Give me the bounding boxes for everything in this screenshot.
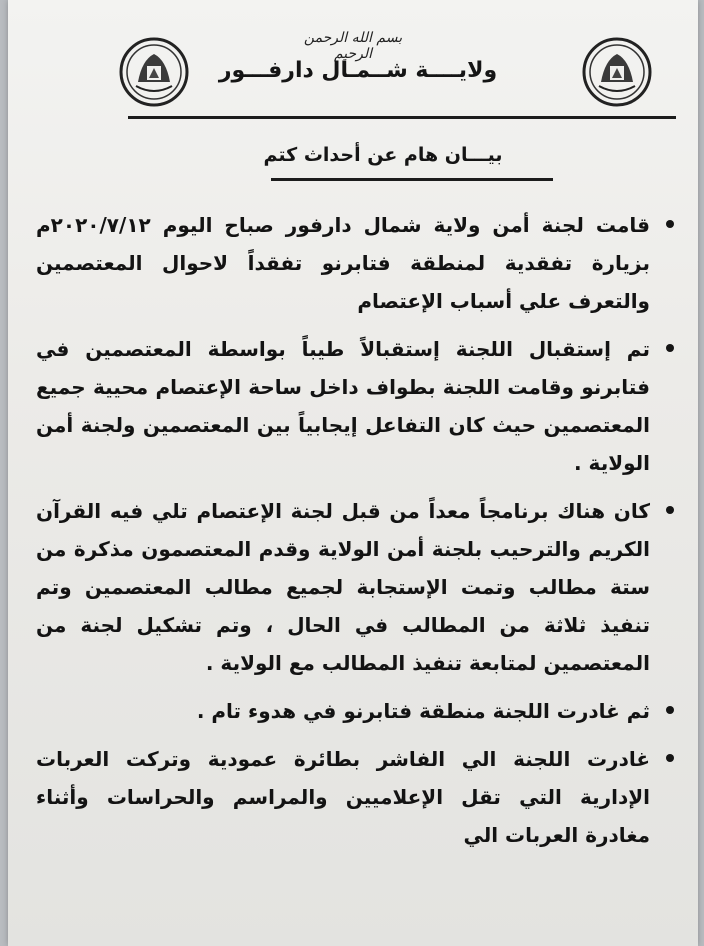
list-item-text: غادرت اللجنة الي الفاشر بطائرة عمودية وتركت العربات الإدارية التي تقل الإعلاميين والمراسم والحراسات وأثناء مغادرة العربات الي (36, 747, 650, 847)
title-underline (271, 178, 553, 181)
bullet-icon (666, 506, 674, 514)
bullet-icon (666, 706, 674, 714)
state-emblem-left (118, 36, 190, 108)
list-item (36, 330, 676, 482)
list-item-text: ثم غادرت اللجنة منطقة فتابرنو في هدوء تام . (196, 699, 650, 723)
list-item (36, 206, 676, 320)
bullet-icon (666, 220, 674, 228)
list-item-text: قامت لجنة أمن ولاية شمال دارفور صباح اليوم ٢٠٢٠/٧/١٢م بزيارة تفقدية لمنطقة فتابرنو تفقداً لاحوال المعتصمين والتعرف علي أسباب الإعتصام (36, 213, 650, 313)
bullet-icon (666, 754, 674, 762)
statement-title: بيـــان هام عن أحداث كتم (263, 144, 503, 166)
state-title: ولايــــة شــمـال دارفـــور (218, 58, 498, 83)
statement-body (36, 206, 676, 864)
bullet-icon (666, 344, 674, 352)
document-page (8, 0, 698, 946)
list-item-text: تم إستقبال اللجنة إستقبالاً طيباً بواسطة المعتصمين في فتابرنو وقامت اللجنة بطواف داخل ساحة الإعتصام محيية جميع المعتصمين حيث كان التفاعل إيجابياً بين المعتصمين ولجنة أمن الولاية . (36, 337, 650, 475)
header-divider (128, 116, 676, 119)
list-item (36, 740, 676, 854)
list-item (36, 692, 676, 730)
list-item (36, 492, 676, 682)
list-item-text: كان هناك برنامجاً معداً من قبل لجنة الإعتصام تلي فيه القرآن الكريم والترحيب بلجنة أمن الولاية وقدم المعتصمون مذكرة من ستة مطالب وتمت الإستجابة لجميع مطالب المعتصمين وتم تنفيذ ثلاثة من المطالب في الحال ، وتم تشكيل لجنة من المعتصمين لمتابعة تنفيذ المطالب مع الولاية . (36, 499, 650, 675)
state-emblem-right (581, 36, 653, 108)
bismillah-header: بسم الله الرحمن الرحيم (303, 30, 403, 62)
